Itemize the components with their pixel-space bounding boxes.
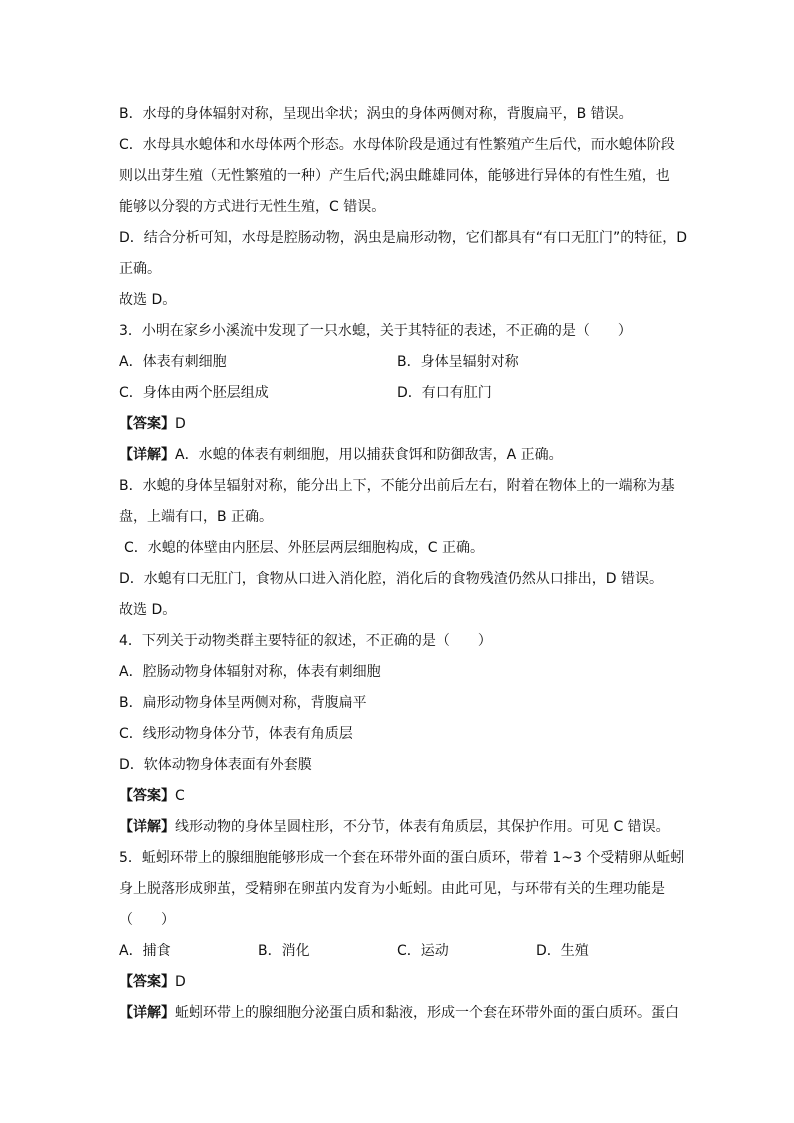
q3-conclusion: 故选 D。 xyxy=(119,602,177,618)
detail-tag: 【详解】 xyxy=(119,819,175,835)
question-5-stem-line3: （ ） xyxy=(119,912,175,928)
q5-option-c: C．运动 xyxy=(397,943,449,959)
answer-value: D xyxy=(175,416,186,432)
q3-answer xyxy=(119,415,186,433)
q5-detail xyxy=(119,1004,679,1022)
paragraph-c-line2: 则以出芽生殖（无性繁殖的一种）产生后代;涡虫雌雄同体，能够进行异体的有性生殖，也 xyxy=(119,168,670,184)
q3-detail-a xyxy=(119,446,563,464)
q3-option-a: A．体表有刺细胞 xyxy=(119,354,227,370)
question-5-stem-line2: 身上脱落形成卵茧，受精卵在卵茧内发育为小蚯蚓。由此可见，与环带有关的生理功能是 xyxy=(119,881,665,897)
q3-option-d: D．有口有肛门 xyxy=(397,385,492,401)
detail-tag: 【详解】 xyxy=(119,1005,175,1021)
answer-value: D xyxy=(175,974,186,990)
q4-option-d: D．软体动物身体表面有外套膜 xyxy=(119,757,312,773)
q3-detail-b-line2: 盘，上端有口，B 正确。 xyxy=(119,509,274,525)
question-3-stem: 3．小明在家乡小溪流中发现了一只水螅，关于其特征的表述，不正确的是（ ） xyxy=(119,323,632,339)
q5-answer xyxy=(119,973,186,991)
answer-tag: 【答案】 xyxy=(119,416,175,432)
detail-tag: 【详解】 xyxy=(119,447,175,463)
q4-option-c: C．线形动物身体分节，体表有角质层 xyxy=(119,726,353,742)
answer-value: C xyxy=(175,788,185,804)
question-5-stem-line1: 5．蚯蚓环带上的腺细胞能够形成一个套在环带外面的蛋白质环，带着 1~3 个受精卵从蚯蚓 xyxy=(119,850,685,866)
q5-option-b: B．消化 xyxy=(258,943,310,959)
detail-text: A．水螅的体表有刺细胞，用以捕获食饵和防御敌害，A 正确。 xyxy=(175,447,563,463)
q3-option-b: B．身体呈辐射对称 xyxy=(397,354,519,370)
q3-detail-b-line1: B．水螅的身体呈辐射对称，能分出上下，不能分出前后左右，附着在物体上的一端称为基 xyxy=(119,478,675,494)
q4-answer xyxy=(119,787,185,805)
paragraph-c-line1: C．水母具水螅体和水母体两个形态。水母体阶段是通过有性繁殖产生后代，而水螅体阶段 xyxy=(119,137,675,153)
detail-text: 蚯蚓环带上的腺细胞分泌蛋白质和黏液，形成一个套在环带外面的蛋白质环。蛋白 xyxy=(175,1005,679,1021)
q3-option-c: C．身体由两个胚层组成 xyxy=(119,385,269,401)
q5-option-d: D．生殖 xyxy=(536,943,589,959)
paragraph-d-line1: D．结合分析可知，水母是腔肠动物，涡虫是扁形动物，它们都具有“有口无肛门”的特征，D xyxy=(119,230,688,246)
answer-tag: 【答案】 xyxy=(119,974,175,990)
detail-text: 线形动物的身体呈圆柱形，不分节，体表有角质层，其保护作用。可见 C 错误。 xyxy=(175,819,670,835)
q4-option-b: B．扁形动物身体呈两侧对称，背腹扁平 xyxy=(119,695,367,711)
paragraph-c-line3: 能够以分裂的方式进行无性生殖，C 错误。 xyxy=(119,199,386,215)
conclusion: 故选 D。 xyxy=(119,292,177,308)
q4-option-a: A．腔肠动物身体辐射对称，体表有刺细胞 xyxy=(119,664,381,680)
paragraph-b: B．水母的身体辐射对称，呈现出伞状；涡虫的身体两侧对称，背腹扁平，B 错误。 xyxy=(119,106,633,122)
q4-detail xyxy=(119,818,670,836)
q3-detail-d: D．水螅有口无肛门，食物从口进入消化腔，消化后的食物残渣仍然从口排出，D 错误。 xyxy=(119,571,664,587)
answer-tag: 【答案】 xyxy=(119,788,175,804)
paragraph-d-line2: 正确。 xyxy=(119,261,161,277)
question-4-stem: 4．下列关于动物类群主要特征的叙述，不正确的是（ ） xyxy=(119,633,492,649)
q3-detail-c: C．水螅的体壁由内胚层、外胚层两层细胞构成，C 正确。 xyxy=(124,540,484,556)
q5-option-a: A．捕食 xyxy=(119,943,171,959)
